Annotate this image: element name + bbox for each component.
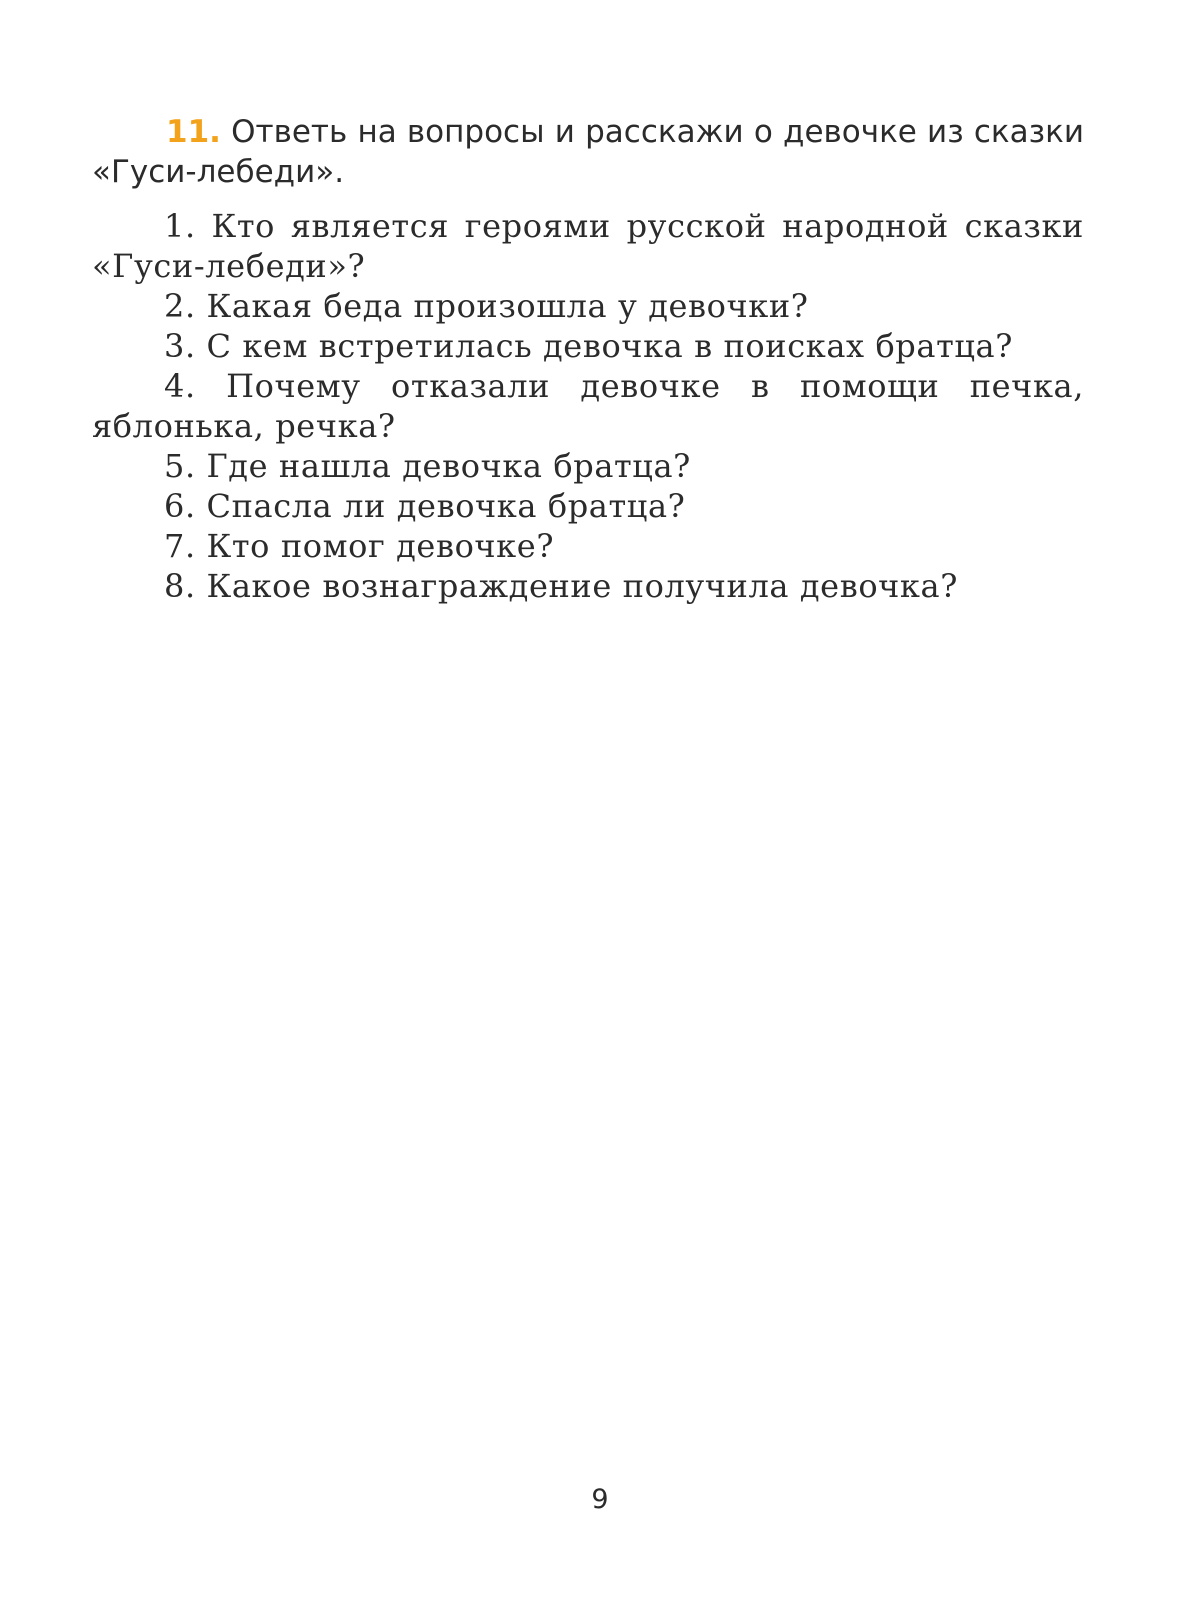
question-number: 3. <box>164 327 196 365</box>
question-number: 1. <box>164 207 196 245</box>
task-instruction: Ответь на вопросы и расскажи о девочке из сказки «Гуси-лебеди». <box>92 114 1085 190</box>
question-text: Какая беда произошла у девочки? <box>206 287 809 325</box>
question-item <box>92 286 1084 326</box>
question-text: Почему отказали девочке в помощи печка, яблонька, речка? <box>92 367 1084 445</box>
question-list <box>92 206 1084 606</box>
task-number: 11. <box>166 114 221 150</box>
question-text: Спасла ли девочка братца? <box>206 487 686 525</box>
question-number: 6. <box>164 487 196 525</box>
question-text: Кто является героями русской народной сказки «Гуси-лебеди»? <box>92 207 1084 285</box>
question-text: Кто помог девочке? <box>206 527 555 565</box>
question-item <box>92 566 1084 606</box>
question-text: Какое вознаграждение получила девочка? <box>206 567 958 605</box>
question-text: С кем встретилась девочка в поисках братца? <box>206 327 1013 365</box>
question-item <box>92 326 1084 366</box>
task-heading <box>92 112 1084 192</box>
question-item <box>92 366 1084 446</box>
question-text: Где нашла девочка братца? <box>206 447 691 485</box>
question-number: 4. <box>164 367 196 405</box>
question-number: 2. <box>164 287 196 325</box>
question-item <box>92 486 1084 526</box>
page-number: 9 <box>591 1484 609 1515</box>
task-11 <box>92 112 1084 606</box>
question-number: 7. <box>164 527 196 565</box>
question-item <box>92 446 1084 486</box>
question-item <box>92 526 1084 566</box>
question-number: 8. <box>164 567 196 605</box>
question-number: 5. <box>164 447 196 485</box>
question-item <box>92 206 1084 286</box>
